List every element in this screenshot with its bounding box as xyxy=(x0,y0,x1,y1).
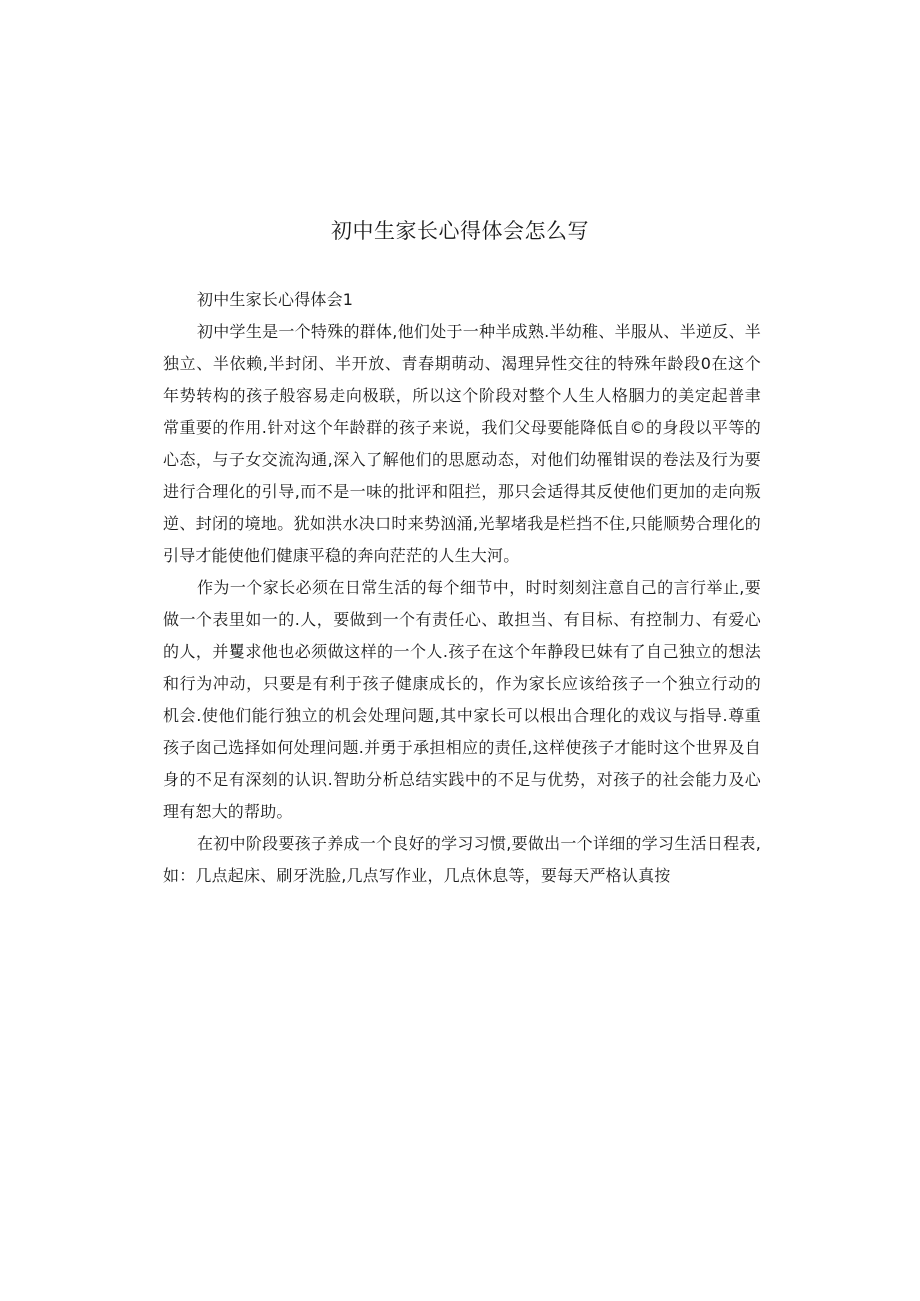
section-heading: 初中生家长心得体会1 xyxy=(197,290,354,309)
document-title: 初中生家长心得体会怎么写 xyxy=(331,219,589,243)
body-paragraph: 作为一个家长必须在日常生活的每个细节中，时时刻刻注意自己的言行举止,要做一个表里如一的.人，要做到一个有责任心、敢担当、有目标、有控制力、有爱心的人，并矍求他也必须做这样的一个人.孩子在这个年静段巳妹有了自己独立的想法和行为冲动，只要是有利于孩子健康成长的，作为家长应该给孩子一个独立行动的机会.使他们能行独立的机会处理问题,其中家长可以根出合理化的戏议与指导.尊重孩子囱己选择如何处理问题.并勇于承担相应的责任,这样使孩子才能时这个世界及自身的不足有深刻的认识.智助分析总结实践中的不足与优势，对孩子的社会能力及心理有恕大的帮助。 xyxy=(163,578,761,821)
document-body xyxy=(163,284,761,892)
body-paragraph: 在初中阶段要孩子养成一个良好的学习习惯,要做出一个详细的学习生活日程表,如：几点起床、刷牙洗脸,几点写作业，几点休息等，要每天严格认真按 xyxy=(163,834,761,885)
body-paragraph: 初中学生是一个特殊的群体,他们处于一种半成熟.半幼稚、半服从、半逆反、半独立、半依赖,半封闭、半开放、青春期萌动、渴理异性交往的特殊年龄段0在这个年势转构的孩子般容易走向极联，所以这个阶段对整个人生人格胭力的美定起普聿常重要的作用.针对这个年龄群的孩子来说，我们父母要能降低自©的身段以平等的心态，与子女交流沟通,深入了解他们的思愿动态，对他们幼罹钳误的卷法及行为要进行合理化的引导,而不是一味的批评和阻拦，那只会适得其反使他们更加的走向叛逆、封闭的境地。犹如洪水决口时来势汹涌,光挈堵我是栏挡不住,只能顺势合理化的引导才能使他们健康平稳的奔向茫茫的人生大河。 xyxy=(163,322,761,565)
